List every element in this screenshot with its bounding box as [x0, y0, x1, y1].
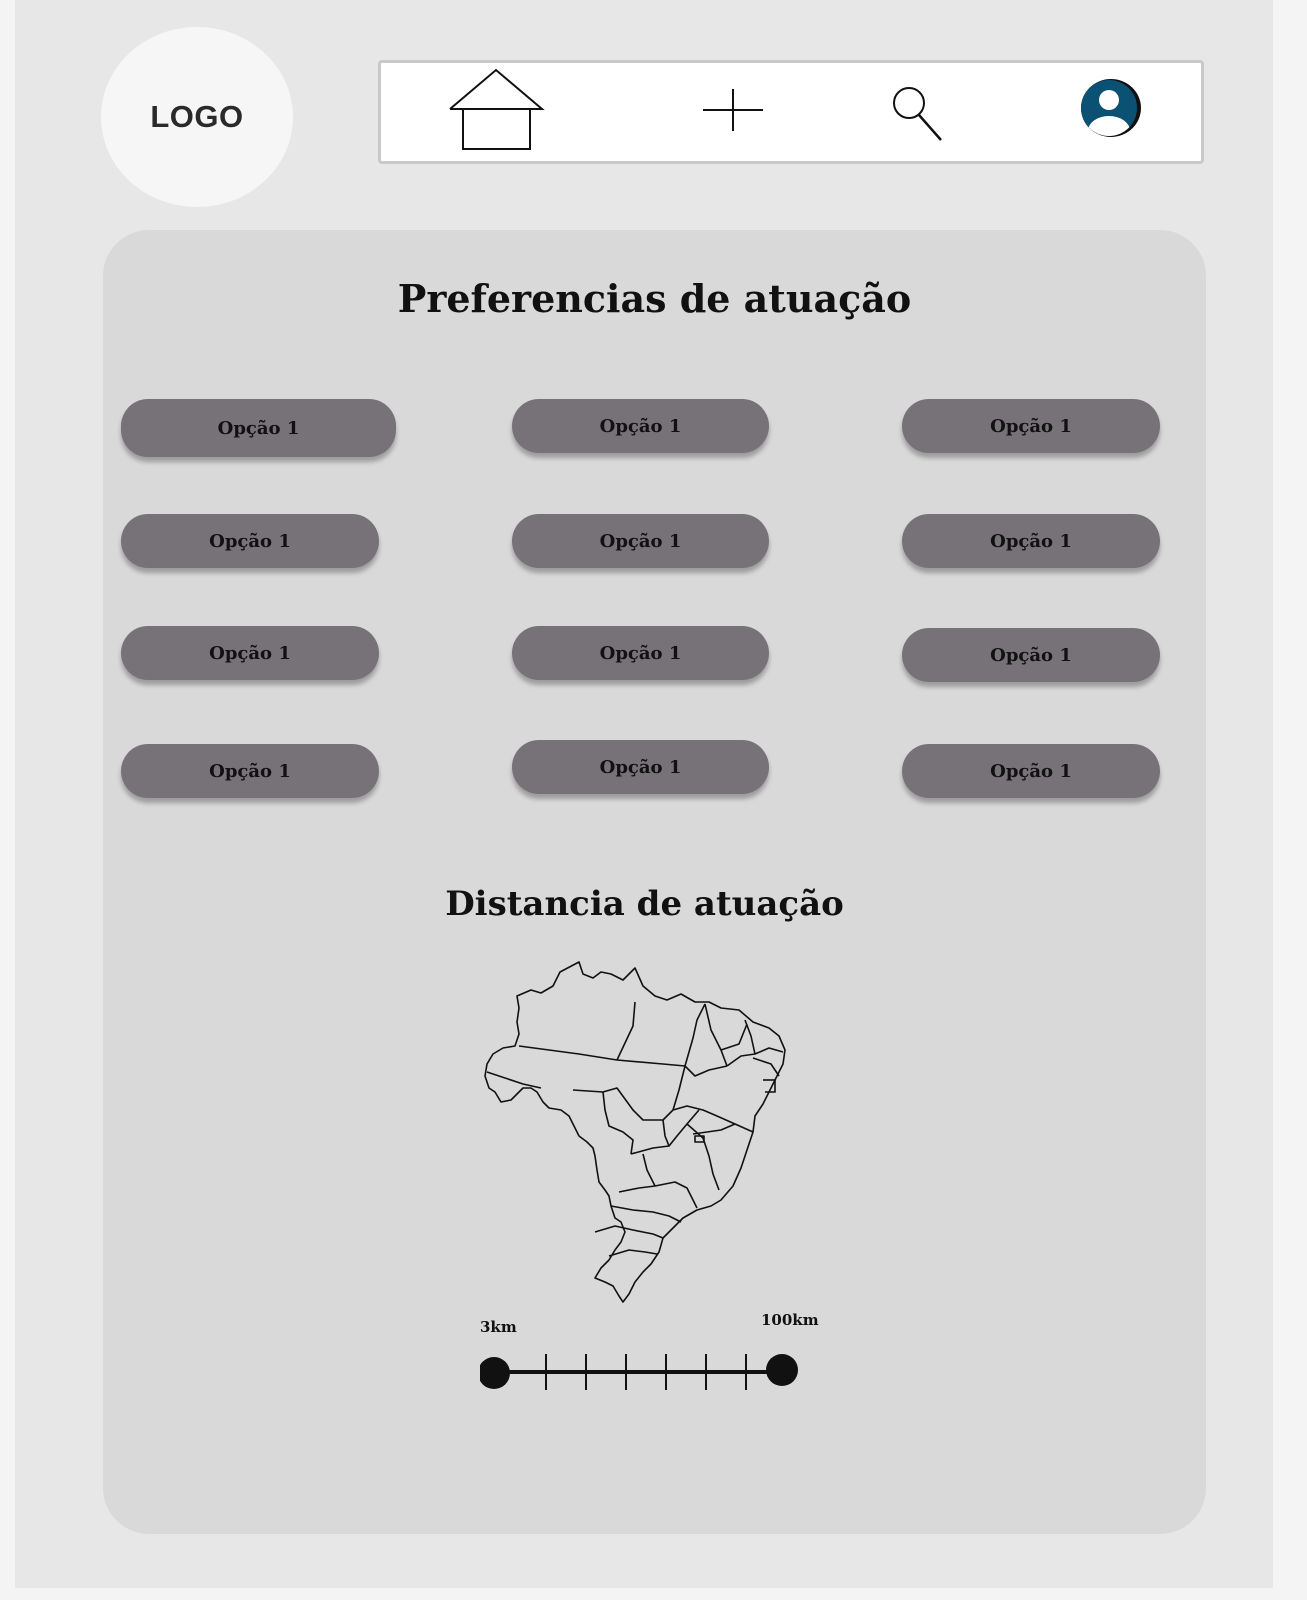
preferences-card — [103, 230, 1206, 1534]
option-button[interactable]: Opção 1 — [902, 744, 1160, 798]
slider-max-handle[interactable] — [766, 1354, 798, 1386]
option-button[interactable]: Opção 1 — [121, 514, 379, 568]
preferences-title: Preferencias de atuação — [397, 276, 912, 321]
option-button[interactable]: Opção 1 — [512, 399, 769, 453]
slider-min-handle[interactable] — [480, 1357, 510, 1389]
plus-icon[interactable] — [701, 87, 765, 133]
option-button[interactable]: Opção 1 — [902, 514, 1160, 568]
top-navigation-bar — [378, 60, 1204, 164]
option-button[interactable]: Opção 1 — [121, 626, 379, 680]
user-profile-icon[interactable] — [1076, 78, 1144, 140]
option-button[interactable]: Opção 1 — [121, 399, 396, 457]
option-button[interactable]: Opção 1 — [121, 744, 379, 798]
brazil-map-icon — [483, 960, 833, 1314]
slider-max-label: 100km — [761, 1311, 819, 1329]
option-button[interactable]: Opção 1 — [512, 626, 769, 680]
logo[interactable]: LOGO — [101, 27, 293, 207]
option-button[interactable]: Opção 1 — [902, 628, 1160, 682]
home-icon[interactable] — [448, 67, 548, 153]
slider-min-label: 3km — [480, 1318, 517, 1336]
option-button[interactable]: Opção 1 — [512, 740, 769, 794]
option-button[interactable]: Opção 1 — [902, 399, 1160, 453]
distance-title: Distancia de atuação — [445, 884, 844, 924]
option-button[interactable]: Opção 1 — [512, 514, 769, 568]
search-icon[interactable] — [891, 85, 945, 143]
